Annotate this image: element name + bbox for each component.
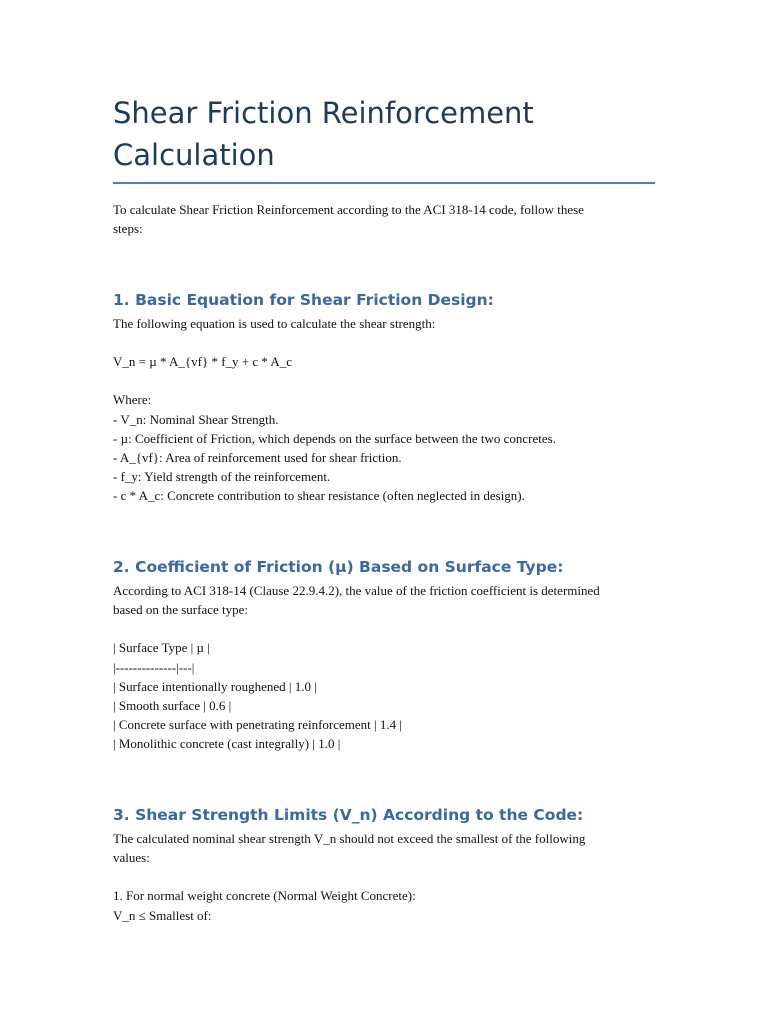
- table-line: | Surface Type | µ |: [113, 640, 210, 656]
- section-3: [113, 804, 655, 925]
- page-title-line-2: Calculation: [113, 138, 275, 172]
- section-3-item-2: V_n ≤ Smallest of:: [113, 907, 212, 923]
- section-1-equation: V_n = µ * A_{vf} * f_y + c * A_c: [113, 354, 293, 370]
- section-1-item: - c * A_c: Concrete contribution to shear resistance (often neglected in design).: [113, 488, 525, 504]
- section-2-lead-line-1: According to ACI 318-14 (Clause 22.9.4.2), the value of the friction coefficient is determined: [113, 583, 600, 598]
- intro-paragraph: [113, 200, 655, 238]
- title-block: [113, 92, 655, 184]
- title-underline: [113, 182, 655, 184]
- section-3-lead-line-1: The calculated nominal shear strength V_n should not exceed the smallest of the following: [113, 831, 586, 846]
- section-2-lead-line-2: based on the surface type:: [113, 602, 249, 618]
- section-1-lead: The following equation is used to calculate the shear strength:: [113, 316, 436, 331]
- section-1-item: - A_{vf}: Area of reinforcement used for shear friction.: [113, 450, 402, 466]
- table-line: | Monolithic concrete (cast integrally) | 1.0 |: [113, 736, 341, 752]
- table-line: | Concrete surface with penetrating reinforcement | 1.4 |: [113, 717, 402, 733]
- section-3-lead-line-2: values:: [113, 850, 150, 866]
- section-1-where-label: Where:: [113, 392, 152, 408]
- table-line: | Surface intentionally roughened | 1.0 |: [113, 678, 317, 694]
- section-1-item: - V_n: Nominal Shear Strength.: [113, 411, 279, 427]
- table-line: | Smooth surface | 0.6 |: [113, 698, 232, 714]
- section-3-heading: 3. Shear Strength Limits (V_n) According to the Code:: [113, 806, 584, 824]
- section-1-heading: 1. Basic Equation for Shear Friction Design:: [113, 291, 494, 309]
- section-1-item: - f_y: Yield strength of the reinforcement.: [113, 469, 331, 485]
- intro-line-1: To calculate Shear Friction Reinforcement according to the ACI 318-14 code, follow these: [113, 202, 584, 217]
- table-line: |--------------|---|: [113, 659, 195, 675]
- section-3-item-1: 1. For normal weight concrete (Normal Weight Concrete):: [113, 888, 416, 904]
- document-page: [113, 92, 655, 923]
- section-1-item: - µ: Coefficient of Friction, which depends on the surface between the two concretes.: [113, 430, 556, 446]
- section-1: [113, 289, 655, 506]
- page-title-line-1: Shear Friction Reinforcement: [113, 96, 534, 130]
- section-2: [113, 556, 655, 754]
- section-2-heading: 2. Coefficient of Friction (µ) Based on Surface Type:: [113, 558, 564, 576]
- intro-line-2: steps:: [113, 221, 143, 237]
